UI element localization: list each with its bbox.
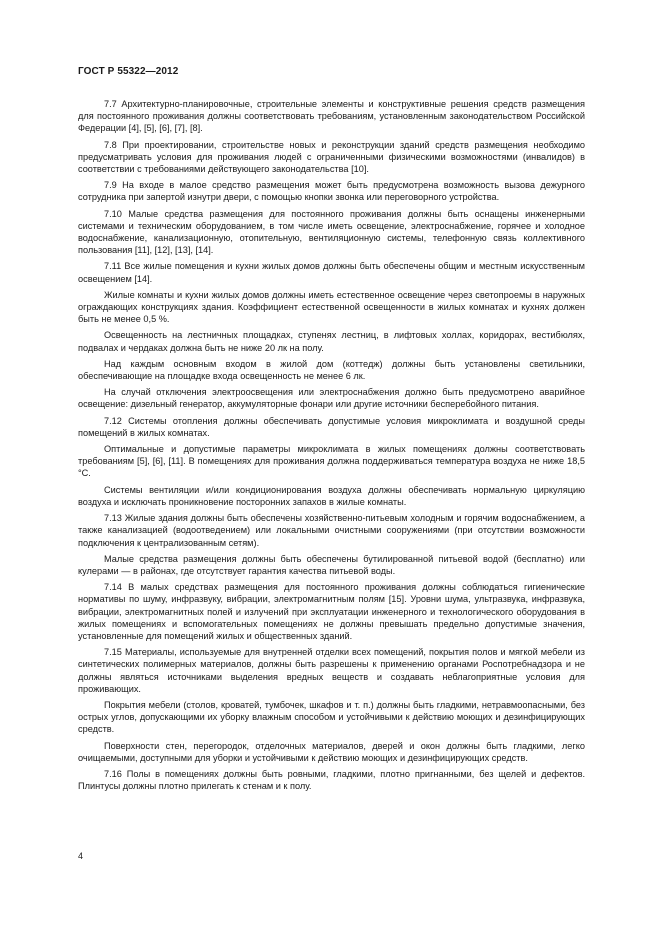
paragraph-7-13: 7.13 Жилые здания должны быть обеспечены хозяйственно-питьевым холодным и горячим водоснабжением, а также канализацией (водоотведением) или локальными очистными сооружениями (при отсутствии возможности подключения к централизованным сетям).: [78, 513, 585, 548]
paragraph: Поверхности стен, перегородок, отделочных материалов, дверей и окон должны быть гладкими, легко очищаемыми, доступными для уборки и устойчивыми к действию моющих и дезинфицирующих средств.: [78, 740, 585, 763]
paragraph-7-15: 7.15 Материалы, используемые для внутренней отделки всех помещений, покрытия полов и мягкой мебели из синтетических полимерных материалов, должны быть разрешены к применению органами Роспотребнадзора и не должны являться источниками выделения вредных веществ и создавать неблагоприятные условия для проживающих.: [78, 647, 585, 694]
paragraph: Покрытия мебели (столов, кроватей, тумбочек, шкафов и т. п.) должны быть гладкими, нетравмоопасными, без острых углов, допускающими их уборку влажным способом и устойчивыми к действию моющих и дезинфицирующих средств.: [78, 699, 585, 735]
paragraph-7-11: 7.11 Все жилые помещения и кухни жилых домов должны быть обеспечены общим и местным искусственным освещением [14].: [78, 261, 585, 284]
paragraph: Малые средства размещения должны быть обеспечены бутилированной питьевой водой (бесплатно) или кулерами — в районах, где отсутствует гарантия качества питьевой воды.: [78, 553, 585, 576]
paragraph-7-7: 7.7 Архитектурно-планировочные, строительные элементы и конструктивные решения средств размещения для постоянного проживания должны соответствовать требованиям, установленным законодательством Российской Федерации [4], [5], [6], [7], [8].: [78, 99, 585, 134]
paragraph: Оптимальные и допустимые параметры микроклимата в жилых помещениях должны соответствовать требованиям [5], [6], [11]. В помещениях для проживания должна поддерживаться температура воздуха не ниже 18,5 °С.: [78, 444, 585, 479]
body-text: [78, 98, 585, 792]
paragraph-7-9: 7.9 На входе в малое средство размещения может быть предусмотрена возможность вызова дежурного сотрудника при запертой изнутри двери, с помощью кнопки звонка или переговорного устройства.: [78, 180, 585, 203]
page-number: 4: [78, 851, 84, 861]
paragraph: Системы вентиляции и/или кондиционирования воздуха должны обеспечивать нормальную циркуляцию воздуха и исключать проникновение посторонних запахов в жилые комнаты.: [78, 484, 585, 507]
paragraph-7-8: 7.8 При проектировании, строительстве новых и реконструкции зданий средств размещения необходимо предусматривать условия для проживания людей с ограниченными физическими возможностями (инвалидов) в соответствии с требованиями действующего законодательства [10].: [78, 139, 585, 175]
paragraph-7-16: 7.16 Полы в помещениях должны быть ровными, гладкими, плотно пригнанными, без щелей и дефектов. Плинтусы должны плотно прилегать к стенам и к полу.: [78, 768, 585, 792]
paragraph-7-10: 7.10 Малые средства размещения для постоянного проживания должны быть оснащены инженерными системами и техническим оборудованием, в том числе иметь освещение, электроснабжение, горячее и холодное водоснабжение, канализационную, отопительную, вентиляционную системы, телефонную связь коллективного пользования [11], [12], [13], [14].: [78, 208, 585, 256]
paragraph: Над каждым основным входом в жилой дом (коттедж) должны быть установлены светильники, обеспечивающие на площадке входа освещенность не менее 6 лк.: [78, 358, 585, 382]
running-header: ГОСТ Р 55322—2012: [78, 66, 179, 77]
paragraph-7-14: 7.14 В малых средствах размещения для постоянного проживания должны соблюдаться гигиенические нормативы по шуму, инфразвуку, вибрации, электромагнитным полям [15]. Уровни шума, ультразвука, инфразвука, вибрации, электромагнитных полей и излучений при эксплуатации инженерного и технологического оборудования в жилых помещениях и вспомогательных помещениях не должны превышать предельно допустимые значения, установленные для помещений жилых и общественных зданий.: [78, 582, 585, 641]
paragraph: На случай отключения электроосвещения или электроснабжения должно быть предусмотрено аварийное освещение: дизельный генератор, аккумуляторные фонари или другие источники бесперебойного питания.: [78, 387, 585, 410]
paragraph: Освещенность на лестничных площадках, ступенях лестниц, в лифтовых холлах, коридорах, вестибюлях, подвалах и чердаках должна быть не ниже 20 лк на полу.: [78, 330, 585, 353]
paragraph: Жилые комнаты и кухни жилых домов должны иметь естественное освещение через светопроемы в наружных ограждающих конструкциях здания. Коэффициент естественной освещенности в жилых комнатах и кухнях должен быть не менее 0,5 %.: [78, 289, 585, 325]
paragraph-7-12: 7.12 Системы отопления должны обеспечивать допустимые условия микроклимата и воздушной среды помещений в жилых комнатах.: [78, 415, 585, 438]
